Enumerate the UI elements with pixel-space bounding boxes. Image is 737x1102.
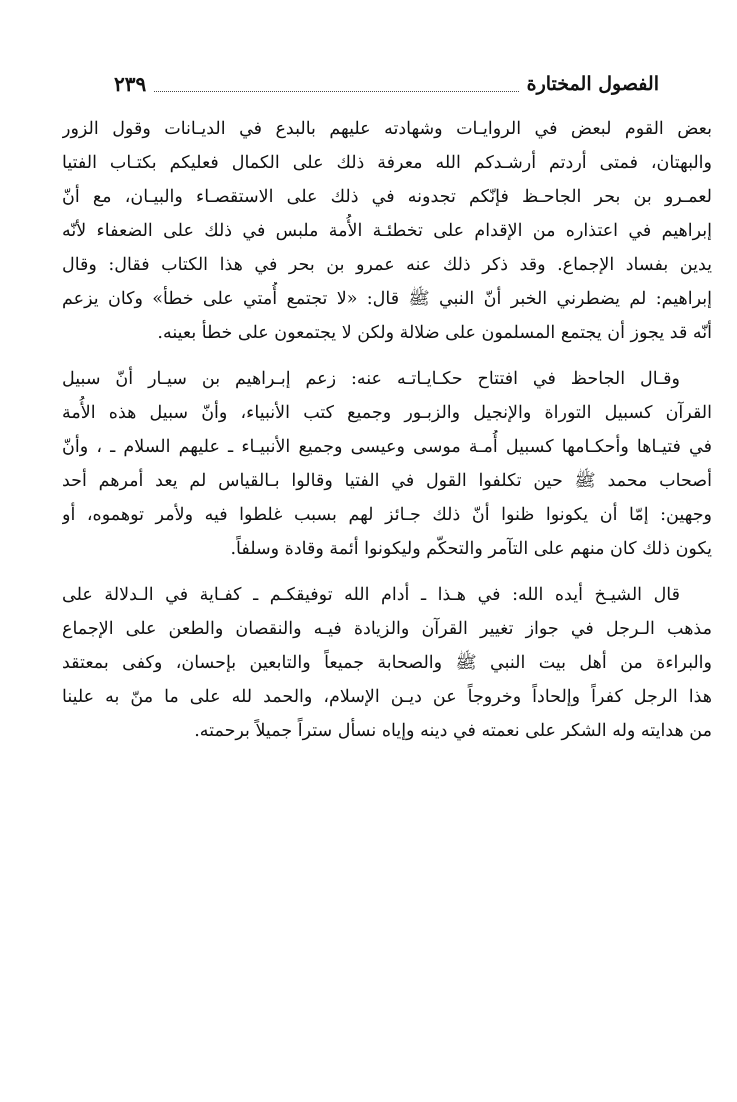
text-line: إبراهيم في اعتذاره من الإقدام على تخطئـة الأُمة ملبس في ذلك على الضعفاء لأنّه xyxy=(62,221,712,241)
text-line: وقـال الجاحظ في افتتاح حكـايـاتـه عنه: زعم إبـراهيم بن سيـار أنّ سبيل xyxy=(62,369,680,389)
text-line: بعض القوم لبعض في الروايـات وشهادته عليهم بالبدع في الديـانات وقول الزور xyxy=(62,119,712,139)
text-line: من هدايته وله الشكر على نعمته في دينه وإياه نسأل ستراً جميلاً برحمته. xyxy=(194,721,712,741)
text-line: لعمـرو بن بحر الجاحـظ فإنّكم تجدونه في ذلك على الاستقصـاء والبيـان، مع أنّ xyxy=(62,187,712,207)
paragraph-3 xyxy=(62,578,712,748)
paragraph-2 xyxy=(62,362,712,566)
text-line: يكون ذلك كان منهم على التآمر والتحكّم وليكونوا أئمة وقادة وسلفاً. xyxy=(230,539,712,559)
text-line: مذهب الـرجل في جواز تغيير القرآن والزيادة فيـه والنقصان والطعن على الإجماع xyxy=(62,619,712,639)
dotted-leader xyxy=(154,77,518,92)
text-line: القرآن كسبيل التوراة والإنجيل والزبـور وجميع كتب الأنبياء، وأنّ سبيل هذه الأُمة xyxy=(62,403,712,423)
text-line: أنّه قد يجوز أن يجتمع المسلمون على ضلالة ولكن لا يجتمعون على خطأ بعينه. xyxy=(157,323,712,343)
text-line: أصحاب محمد ﷺ حين تكلفوا القول في الفتيا وقالوا بـالقياس لم يعد أمرهم أحد xyxy=(62,471,712,491)
text-line: إبراهيم: لم يضطرني الخبر أنّ النبي ﷺ قال: «لا تجتمع أُمتي على خطأ» وكان يزعم xyxy=(62,289,712,309)
text-line: هذا الرجل كفراً وإلحاداً وخروجاً عن ديـن الإسلام، والحمد لله على ما منّ به علينا xyxy=(62,687,712,707)
running-title: الفصول المختارة xyxy=(526,73,659,95)
text-line: يدين بفساد الإجماع. وقد ذكر ذلك عنه عمرو بن بحر في هذا الكتاب فقال: وقال xyxy=(62,255,712,275)
text-line: قال الشيـخ أيده الله: في هـذا ـ أدام الله توفيقكـم ـ كفـاية في الـدلالة على xyxy=(62,585,680,605)
running-head xyxy=(114,66,659,102)
paragraph-1 xyxy=(62,112,712,350)
text-line: في فتيـاها وأحكـامها كسبيل أُمـة موسى وعيسى وجميع الأنبيـاء ـ عليهم السلام ـ ، وأنّ xyxy=(62,437,712,457)
text-line: وجهين: إمّا أن يكونوا ظنوا أنّ ذلك جـائز لهم بسبب غلطوا فيه ولأمر توهموه، أو xyxy=(62,505,712,525)
body-text xyxy=(62,112,712,760)
text-line: والبراءة من أهل بيت النبي ﷺ والصحابة جميعاً والتابعين بإحسان، وكفى بمعتقد xyxy=(62,653,712,673)
page-number: ٢٣٩ xyxy=(114,72,147,96)
text-line: والبهتان، فمتى أردتم أرشـدكم الله معرفة ذلك على الكمال فعليكم بكتـاب الفتيا xyxy=(62,153,712,173)
